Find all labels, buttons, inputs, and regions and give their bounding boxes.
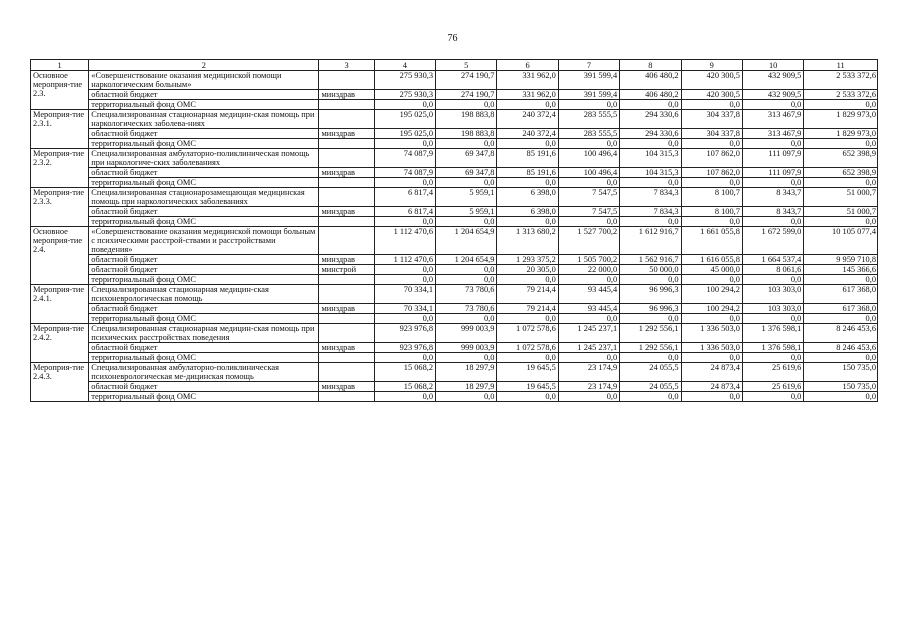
amount-cell: 0,0 — [804, 314, 878, 324]
funding-source-row — [31, 207, 878, 217]
funding-source-row — [31, 100, 878, 110]
program-row — [31, 110, 878, 129]
amount-cell: 1 112 470,6 — [374, 255, 435, 265]
amount-cell: 0,0 — [681, 139, 742, 149]
amount-cell: 0,0 — [374, 392, 435, 402]
amount-cell: 2 533 372,6 — [804, 90, 878, 100]
funding-source-label: территориальный фонд ОМС — [89, 217, 319, 227]
funding-source-label: территориальный фонд ОМС — [89, 100, 319, 110]
amount-cell: 7 547,5 — [558, 188, 619, 207]
responsible-org — [319, 392, 374, 402]
amount-cell: 1 313 680,2 — [497, 227, 558, 255]
amount-cell: 9 959 710,8 — [804, 255, 878, 265]
amount-cell: 93 445,4 — [558, 304, 619, 314]
column-number: 4 — [374, 60, 435, 71]
responsible-org: минздрав — [319, 304, 374, 314]
amount-cell: 0,0 — [742, 217, 803, 227]
column-number: 10 — [742, 60, 803, 71]
amount-cell: 0,0 — [558, 217, 619, 227]
amount-cell: 24 055,5 — [620, 363, 681, 382]
amount-cell: 8 246 453,6 — [804, 343, 878, 353]
amount-cell: 85 191,6 — [497, 168, 558, 178]
amount-cell: 10 105 077,4 — [804, 227, 878, 255]
amount-cell: 150 735,0 — [804, 382, 878, 392]
responsible-org — [319, 100, 374, 110]
responsible-org — [319, 275, 374, 285]
amount-cell: 999 003,9 — [436, 324, 497, 343]
funding-source-label: областной бюджет — [89, 343, 319, 353]
amount-cell: 0,0 — [497, 353, 558, 363]
program-title: «Совершенствование оказания медицинской помощи наркологическим больным» — [89, 71, 319, 90]
responsible-org: минздрав — [319, 207, 374, 217]
amount-cell: 0,0 — [374, 178, 435, 188]
amount-cell: 923 976,8 — [374, 324, 435, 343]
amount-cell: 240 372,4 — [497, 110, 558, 129]
responsible-org — [319, 149, 374, 168]
amount-cell: 313 467,9 — [742, 129, 803, 139]
amount-cell: 8 343,7 — [742, 188, 803, 207]
amount-cell: 6 398,0 — [497, 207, 558, 217]
responsible-org: минздрав — [319, 129, 374, 139]
responsible-org — [319, 227, 374, 255]
amount-cell: 0,0 — [804, 392, 878, 402]
amount-cell: 6 817,4 — [374, 207, 435, 217]
amount-cell: 15 068,2 — [374, 382, 435, 392]
funding-source-label: областной бюджет — [89, 90, 319, 100]
responsible-org — [319, 324, 374, 343]
amount-cell: 2 533 372,6 — [804, 71, 878, 90]
amount-cell: 0,0 — [436, 275, 497, 285]
amount-cell: 240 372,4 — [497, 129, 558, 139]
amount-cell: 0,0 — [742, 314, 803, 324]
amount-cell: 617 368,0 — [804, 304, 878, 314]
amount-cell: 145 366,6 — [804, 265, 878, 275]
amount-cell: 1 527 700,2 — [558, 227, 619, 255]
amount-cell: 23 174,9 — [558, 382, 619, 392]
column-number: 11 — [804, 60, 878, 71]
funding-source-row — [31, 139, 878, 149]
amount-cell: 1 661 055,8 — [681, 227, 742, 255]
amount-cell: 0,0 — [558, 314, 619, 324]
amount-cell: 0,0 — [374, 265, 435, 275]
budget-table — [30, 59, 878, 402]
responsible-org — [319, 217, 374, 227]
program-row — [31, 324, 878, 343]
amount-cell: 304 337,8 — [681, 110, 742, 129]
amount-cell: 406 480,2 — [620, 90, 681, 100]
amount-cell: 275 930,3 — [374, 71, 435, 90]
amount-cell: 0,0 — [681, 275, 742, 285]
amount-cell: 304 337,8 — [681, 129, 742, 139]
amount-cell: 19 645,5 — [497, 363, 558, 382]
funding-source-label: территориальный фонд ОМС — [89, 178, 319, 188]
program-title: Специализированная стационарная медицин-ская помощь при психических расстройствах поведения — [89, 324, 319, 343]
amount-cell: 8 246 453,6 — [804, 324, 878, 343]
funding-source-row — [31, 392, 878, 402]
amount-cell: 100 294,2 — [681, 304, 742, 314]
program-code: Основное мероприя-тие 2.4. — [31, 227, 89, 285]
responsible-org: минздрав — [319, 255, 374, 265]
funding-source-row — [31, 217, 878, 227]
responsible-org — [319, 353, 374, 363]
program-code: Основное мероприя-тие 2.3. — [31, 71, 89, 110]
amount-cell: 0,0 — [497, 100, 558, 110]
amount-cell: 74 087,9 — [374, 168, 435, 178]
amount-cell: 150 735,0 — [804, 363, 878, 382]
amount-cell: 22 000,0 — [558, 265, 619, 275]
funding-source-label: областной бюджет — [89, 129, 319, 139]
amount-cell: 0,0 — [374, 100, 435, 110]
amount-cell: 1 829 973,0 — [804, 129, 878, 139]
responsible-org — [319, 188, 374, 207]
program-code: Мероприя-тие 2.4.3. — [31, 363, 89, 402]
amount-cell: 0,0 — [804, 178, 878, 188]
amount-cell: 24 873,4 — [681, 382, 742, 392]
amount-cell: 25 619,6 — [742, 363, 803, 382]
amount-cell: 1 292 556,1 — [620, 324, 681, 343]
funding-source-row — [31, 343, 878, 353]
program-code: Мероприя-тие 2.3.1. — [31, 110, 89, 149]
amount-cell: 652 398,9 — [804, 149, 878, 168]
amount-cell: 313 467,9 — [742, 110, 803, 129]
amount-cell: 198 883,8 — [436, 129, 497, 139]
funding-source-label: территориальный фонд ОМС — [89, 139, 319, 149]
amount-cell: 195 025,0 — [374, 129, 435, 139]
amount-cell: 70 334,1 — [374, 285, 435, 304]
amount-cell: 0,0 — [558, 178, 619, 188]
amount-cell: 0,0 — [681, 100, 742, 110]
amount-cell: 103 303,0 — [742, 304, 803, 314]
amount-cell: 294 330,6 — [620, 110, 681, 129]
amount-cell: 23 174,9 — [558, 363, 619, 382]
amount-cell: 0,0 — [497, 275, 558, 285]
amount-cell: 111 097,9 — [742, 149, 803, 168]
amount-cell: 107 862,0 — [681, 168, 742, 178]
responsible-org — [319, 363, 374, 382]
amount-cell: 8 343,7 — [742, 207, 803, 217]
amount-cell: 0,0 — [742, 100, 803, 110]
amount-cell: 20 305,0 — [497, 265, 558, 275]
amount-cell: 0,0 — [804, 275, 878, 285]
amount-cell: 104 315,3 — [620, 149, 681, 168]
amount-cell: 432 909,5 — [742, 90, 803, 100]
program-code: Мероприя-тие 2.4.1. — [31, 285, 89, 324]
amount-cell: 73 780,6 — [436, 304, 497, 314]
amount-cell: 100 496,4 — [558, 168, 619, 178]
program-title: Специализированная стационарная медицин-ская помощь при наркологических заболева-ниях — [89, 110, 319, 129]
amount-cell: 1 112 470,6 — [374, 227, 435, 255]
program-row — [31, 149, 878, 168]
amount-cell: 0,0 — [436, 217, 497, 227]
amount-cell: 7 834,3 — [620, 207, 681, 217]
amount-cell: 432 909,5 — [742, 71, 803, 90]
amount-cell: 1 204 654,9 — [436, 255, 497, 265]
program-title: «Совершенствование оказания медицинской помощи больным с психическими расстрой-ствами и расстройствами поведения» — [89, 227, 319, 255]
program-code: Мероприя-тие 2.3.3. — [31, 188, 89, 227]
amount-cell: 18 297,9 — [436, 363, 497, 382]
funding-source-row — [31, 314, 878, 324]
amount-cell: 0,0 — [681, 392, 742, 402]
responsible-org — [319, 71, 374, 90]
column-number: 3 — [319, 60, 374, 71]
responsible-org: минздрав — [319, 382, 374, 392]
amount-cell: 331 962,0 — [497, 90, 558, 100]
funding-source-label: областной бюджет — [89, 304, 319, 314]
amount-cell: 7 834,3 — [620, 188, 681, 207]
amount-cell: 1 612 916,7 — [620, 227, 681, 255]
amount-cell: 0,0 — [620, 392, 681, 402]
amount-cell: 51 000,7 — [804, 188, 878, 207]
amount-cell: 45 000,0 — [681, 265, 742, 275]
amount-cell: 69 347,8 — [436, 149, 497, 168]
amount-cell: 69 347,8 — [436, 168, 497, 178]
amount-cell: 111 097,9 — [742, 168, 803, 178]
amount-cell: 0,0 — [558, 100, 619, 110]
amount-cell: 104 315,3 — [620, 168, 681, 178]
amount-cell: 0,0 — [620, 275, 681, 285]
responsible-org: минздрав — [319, 343, 374, 353]
responsible-org: минздрав — [319, 90, 374, 100]
program-row — [31, 71, 878, 90]
amount-cell: 391 599,4 — [558, 90, 619, 100]
page-number: 76 — [447, 33, 458, 44]
amount-cell: 274 190,7 — [436, 71, 497, 90]
amount-cell: 6 398,0 — [497, 188, 558, 207]
funding-source-label: областной бюджет — [89, 207, 319, 217]
funding-source-label: территориальный фонд ОМС — [89, 353, 319, 363]
amount-cell: 1 293 375,2 — [497, 255, 558, 265]
amount-cell: 0,0 — [374, 275, 435, 285]
amount-cell: 1 072 578,6 — [497, 343, 558, 353]
amount-cell: 100 294,2 — [681, 285, 742, 304]
amount-cell: 85 191,6 — [497, 149, 558, 168]
amount-cell: 1 829 973,0 — [804, 110, 878, 129]
amount-cell: 8 061,6 — [742, 265, 803, 275]
funding-source-label: областной бюджет — [89, 168, 319, 178]
funding-source-label: областной бюджет — [89, 255, 319, 265]
amount-cell: 50 000,0 — [620, 265, 681, 275]
responsible-org: минстрой — [319, 265, 374, 275]
amount-cell: 0,0 — [804, 139, 878, 149]
amount-cell: 0,0 — [436, 178, 497, 188]
funding-source-row — [31, 382, 878, 392]
amount-cell: 19 645,5 — [497, 382, 558, 392]
amount-cell: 1 664 537,4 — [742, 255, 803, 265]
column-number: 5 — [436, 60, 497, 71]
amount-cell: 0,0 — [681, 314, 742, 324]
amount-cell: 8 100,7 — [681, 207, 742, 217]
funding-source-row — [31, 168, 878, 178]
amount-cell: 1 562 916,7 — [620, 255, 681, 265]
amount-cell: 5 959,1 — [436, 188, 497, 207]
amount-cell: 652 398,9 — [804, 168, 878, 178]
amount-cell: 1 204 654,9 — [436, 227, 497, 255]
amount-cell: 0,0 — [804, 217, 878, 227]
column-number: 8 — [620, 60, 681, 71]
amount-cell: 5 959,1 — [436, 207, 497, 217]
amount-cell: 0,0 — [374, 217, 435, 227]
amount-cell: 73 780,6 — [436, 285, 497, 304]
amount-cell: 0,0 — [436, 353, 497, 363]
amount-cell: 1 376 598,1 — [742, 343, 803, 353]
amount-cell: 0,0 — [497, 217, 558, 227]
program-row — [31, 227, 878, 255]
amount-cell: 0,0 — [742, 392, 803, 402]
amount-cell: 331 962,0 — [497, 71, 558, 90]
amount-cell: 420 300,5 — [681, 71, 742, 90]
responsible-org — [319, 178, 374, 188]
amount-cell: 1 336 503,0 — [681, 343, 742, 353]
program-row — [31, 363, 878, 382]
amount-cell: 294 330,6 — [620, 129, 681, 139]
amount-cell: 79 214,4 — [497, 285, 558, 304]
amount-cell: 420 300,5 — [681, 90, 742, 100]
amount-cell: 0,0 — [558, 392, 619, 402]
amount-cell: 51 000,7 — [804, 207, 878, 217]
amount-cell: 0,0 — [742, 353, 803, 363]
amount-cell: 0,0 — [497, 314, 558, 324]
amount-cell: 103 303,0 — [742, 285, 803, 304]
amount-cell: 0,0 — [436, 139, 497, 149]
amount-cell: 74 087,9 — [374, 149, 435, 168]
table-body — [31, 60, 878, 402]
funding-source-label: территориальный фонд ОМС — [89, 314, 319, 324]
amount-cell: 0,0 — [558, 275, 619, 285]
amount-cell: 0,0 — [681, 178, 742, 188]
amount-cell: 0,0 — [804, 100, 878, 110]
amount-cell: 0,0 — [620, 217, 681, 227]
column-number: 1 — [31, 60, 89, 71]
responsible-org — [319, 139, 374, 149]
amount-cell: 275 930,3 — [374, 90, 435, 100]
amount-cell: 406 480,2 — [620, 71, 681, 90]
funding-source-label: областной бюджет — [89, 265, 319, 275]
amount-cell: 1 245 237,1 — [558, 324, 619, 343]
amount-cell: 617 368,0 — [804, 285, 878, 304]
amount-cell: 283 555,5 — [558, 129, 619, 139]
funding-source-row — [31, 275, 878, 285]
amount-cell: 24 873,4 — [681, 363, 742, 382]
responsible-org — [319, 285, 374, 304]
column-number: 7 — [558, 60, 619, 71]
amount-cell: 0,0 — [374, 139, 435, 149]
amount-cell: 0,0 — [620, 139, 681, 149]
amount-cell: 0,0 — [497, 392, 558, 402]
column-number: 6 — [497, 60, 558, 71]
program-code: Мероприя-тие 2.3.2. — [31, 149, 89, 188]
amount-cell: 0,0 — [558, 353, 619, 363]
amount-cell: 198 883,8 — [436, 110, 497, 129]
funding-source-label: областной бюджет — [89, 382, 319, 392]
amount-cell: 0,0 — [620, 314, 681, 324]
funding-source-label: территориальный фонд ОМС — [89, 275, 319, 285]
amount-cell: 8 100,7 — [681, 188, 742, 207]
funding-source-row — [31, 129, 878, 139]
funding-source-row — [31, 178, 878, 188]
amount-cell: 0,0 — [620, 178, 681, 188]
amount-cell: 0,0 — [436, 392, 497, 402]
amount-cell: 1 672 599,0 — [742, 227, 803, 255]
program-code: Мероприя-тие 2.4.2. — [31, 324, 89, 363]
amount-cell: 96 996,3 — [620, 285, 681, 304]
amount-cell: 0,0 — [374, 314, 435, 324]
amount-cell: 999 003,9 — [436, 343, 497, 353]
funding-source-row — [31, 265, 878, 275]
column-number: 2 — [89, 60, 319, 71]
amount-cell: 1 245 237,1 — [558, 343, 619, 353]
funding-source-row — [31, 90, 878, 100]
amount-cell: 100 496,4 — [558, 149, 619, 168]
amount-cell: 1 072 578,6 — [497, 324, 558, 343]
amount-cell: 0,0 — [681, 353, 742, 363]
amount-cell: 1 616 055,8 — [681, 255, 742, 265]
program-title: Специализированная стационарная медицин-ская психоневрологическая помощь — [89, 285, 319, 304]
funding-source-label: территориальный фонд ОМС — [89, 392, 319, 402]
amount-cell: 7 547,5 — [558, 207, 619, 217]
amount-cell: 24 055,5 — [620, 382, 681, 392]
amount-cell: 70 334,1 — [374, 304, 435, 314]
amount-cell: 0,0 — [497, 178, 558, 188]
program-title: Специализированная стационарозамещающая медицинская помощь при наркологических заболеваниях — [89, 188, 319, 207]
amount-cell: 1 376 598,1 — [742, 324, 803, 343]
amount-cell: 0,0 — [620, 353, 681, 363]
amount-cell: 79 214,4 — [497, 304, 558, 314]
amount-cell: 1 505 700,2 — [558, 255, 619, 265]
column-number-row — [31, 60, 878, 71]
amount-cell: 283 555,5 — [558, 110, 619, 129]
amount-cell: 0,0 — [742, 139, 803, 149]
program-title: Специализированная амбулаторно-поликлиническая психоневрологическая ме-дицинская помощь — [89, 363, 319, 382]
program-title: Специализированная амбулаторно-поликлиническая помощь при наркологиче-ских заболеваниях — [89, 149, 319, 168]
amount-cell: 18 297,9 — [436, 382, 497, 392]
amount-cell: 195 025,0 — [374, 110, 435, 129]
amount-cell: 274 190,7 — [436, 90, 497, 100]
program-row — [31, 285, 878, 304]
amount-cell: 0,0 — [620, 100, 681, 110]
amount-cell: 0,0 — [681, 217, 742, 227]
amount-cell: 391 599,4 — [558, 71, 619, 90]
funding-source-row — [31, 304, 878, 314]
amount-cell: 96 996,3 — [620, 304, 681, 314]
amount-cell: 0,0 — [804, 353, 878, 363]
responsible-org: минздрав — [319, 168, 374, 178]
program-row — [31, 188, 878, 207]
amount-cell: 107 862,0 — [681, 149, 742, 168]
amount-cell: 93 445,4 — [558, 285, 619, 304]
funding-source-row — [31, 353, 878, 363]
amount-cell: 923 976,8 — [374, 343, 435, 353]
responsible-org — [319, 314, 374, 324]
amount-cell: 0,0 — [497, 139, 558, 149]
amount-cell: 15 068,2 — [374, 363, 435, 382]
amount-cell: 0,0 — [436, 314, 497, 324]
amount-cell: 1 336 503,0 — [681, 324, 742, 343]
amount-cell: 25 619,6 — [742, 382, 803, 392]
amount-cell: 0,0 — [742, 275, 803, 285]
amount-cell: 6 817,4 — [374, 188, 435, 207]
amount-cell: 0,0 — [742, 178, 803, 188]
amount-cell: 0,0 — [374, 353, 435, 363]
column-number: 9 — [681, 60, 742, 71]
responsible-org — [319, 110, 374, 129]
amount-cell: 1 292 556,1 — [620, 343, 681, 353]
funding-source-row — [31, 255, 878, 265]
amount-cell: 0,0 — [436, 265, 497, 275]
amount-cell: 0,0 — [436, 100, 497, 110]
amount-cell: 0,0 — [558, 139, 619, 149]
